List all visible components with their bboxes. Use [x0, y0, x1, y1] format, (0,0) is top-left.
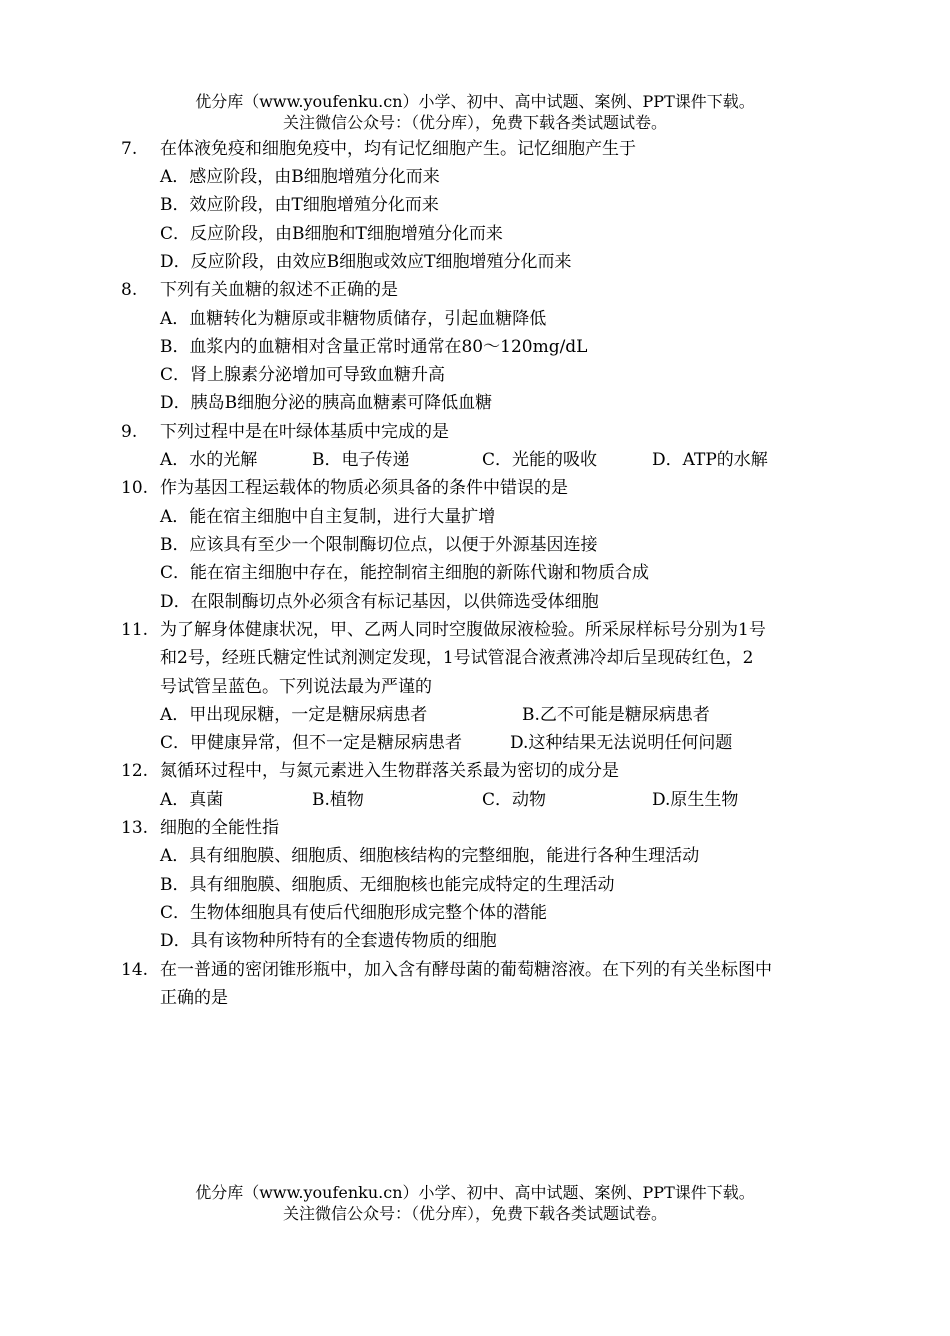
option-b: B.植物: [312, 790, 364, 810]
question-number: 13.: [121, 818, 149, 838]
question-number: 14.: [121, 960, 149, 980]
question-number: 8.: [121, 280, 138, 300]
option-c: C．甲健康异常，但不一定是糖尿病患者: [160, 733, 463, 753]
option-c: C．肾上腺素分泌增加可导致血糖升高: [160, 365, 446, 385]
question-stem: 氮循环过程中，与氮元素进入生物群落关系最为密切的成分是: [160, 761, 619, 781]
option-a: A．感应阶段，由B细胞增殖分化而来: [160, 167, 440, 187]
option-c: C．能在宿主细胞中存在，能控制宿主细胞的新陈代谢和物质合成: [160, 563, 650, 583]
option-a: A．能在宿主细胞中自主复制，进行大量扩增: [160, 507, 496, 527]
option-d: D．胰岛B细胞分泌的胰高血糖素可降低血糖: [160, 393, 493, 413]
option-b: B．具有细胞膜、细胞质、无细胞核也能完成特定的生理活动: [160, 875, 615, 895]
option-c: C．光能的吸收: [482, 450, 598, 470]
question-stem-continued: 正确的是: [160, 988, 228, 1008]
option-d: D.这种结果无法说明任何问题: [510, 733, 733, 753]
question-stem: 下列有关血糖的叙述不正确的是: [160, 280, 398, 300]
option-c: C．生物体细胞具有使后代细胞形成完整个体的潜能: [160, 903, 548, 923]
option-a: A．血糖转化为糖原或非糖物质储存，引起血糖降低: [160, 309, 547, 329]
option-a: A．具有细胞膜、细胞质、细胞核结构的完整细胞，能进行各种生理活动: [160, 846, 700, 866]
option-d: D．反应阶段，由效应B细胞或效应T细胞增殖分化而来: [160, 252, 572, 272]
option-b: B．电子传递: [312, 450, 410, 470]
option-a: A．甲出现尿糖，一定是糖尿病患者: [160, 705, 428, 725]
question-number: 7.: [121, 139, 138, 159]
question-number: 11.: [121, 620, 149, 640]
option-d: D.原生生物: [652, 790, 739, 810]
header-line-1: 优分库（www.youfenku.cn）小学、初中、高中试题、案例、PPT课件下载。: [195, 92, 755, 111]
option-d: D．ATP的水解: [652, 450, 768, 470]
option-b: B.乙不可能是糖尿病患者: [522, 705, 710, 725]
question-stem: 细胞的全能性指: [160, 818, 279, 838]
option-a: A．真菌: [160, 790, 224, 810]
option-b: B．应该具有至少一个限制酶切位点，以便于外源基因连接: [160, 535, 598, 555]
header-line-2: 关注微信公众号：（优分库），免费下载各类试题试卷。: [282, 113, 667, 132]
question-number: 10.: [121, 478, 149, 498]
question-stem-continued: 号试管呈蓝色。下列说法最为严谨的: [160, 677, 432, 697]
option-c: C．动物: [482, 790, 547, 810]
option-d: D．在限制酶切点外必须含有标记基因，以供筛选受体细胞: [160, 592, 599, 612]
question-stem: 在一普通的密闭锥形瓶中，加入含有酵母菌的葡萄糖溶液。在下列的有关坐标图中: [160, 960, 772, 980]
question-stem: 为了解身体健康状况，甲、乙两人同时空腹做尿液检验。所采尿样标号分别为1号: [160, 620, 766, 640]
question-number: 9.: [121, 422, 138, 442]
option-d: D．具有该物种所特有的全套遗传物质的细胞: [160, 931, 497, 951]
question-stem: 在体液免疫和细胞免疫中，均有记忆细胞产生。记忆细胞产生于: [160, 139, 636, 159]
footer-line-2: 关注微信公众号：（优分库），免费下载各类试题试卷。: [282, 1204, 667, 1223]
question-stem: 下列过程中是在叶绿体基质中完成的是: [160, 422, 449, 442]
option-c: C．反应阶段，由B细胞和T细胞增殖分化而来: [160, 224, 503, 244]
option-b: B．效应阶段，由T细胞增殖分化而来: [160, 195, 439, 215]
option-a: A．水的光解: [160, 450, 258, 470]
question-stem-continued: 和2号，经班氏糖定性试剂测定发现，1号试管混合液煮沸冷却后呈现砖红色，2: [160, 648, 754, 668]
question-number: 12.: [121, 761, 149, 781]
footer-line-1: 优分库（www.youfenku.cn）小学、初中、高中试题、案例、PPT课件下载。: [195, 1183, 755, 1202]
question-stem: 作为基因工程运载体的物质必须具备的条件中错误的是: [160, 478, 568, 498]
option-b: B．血浆内的血糖相对含量正常时通常在80～120mg/dL: [160, 337, 588, 357]
